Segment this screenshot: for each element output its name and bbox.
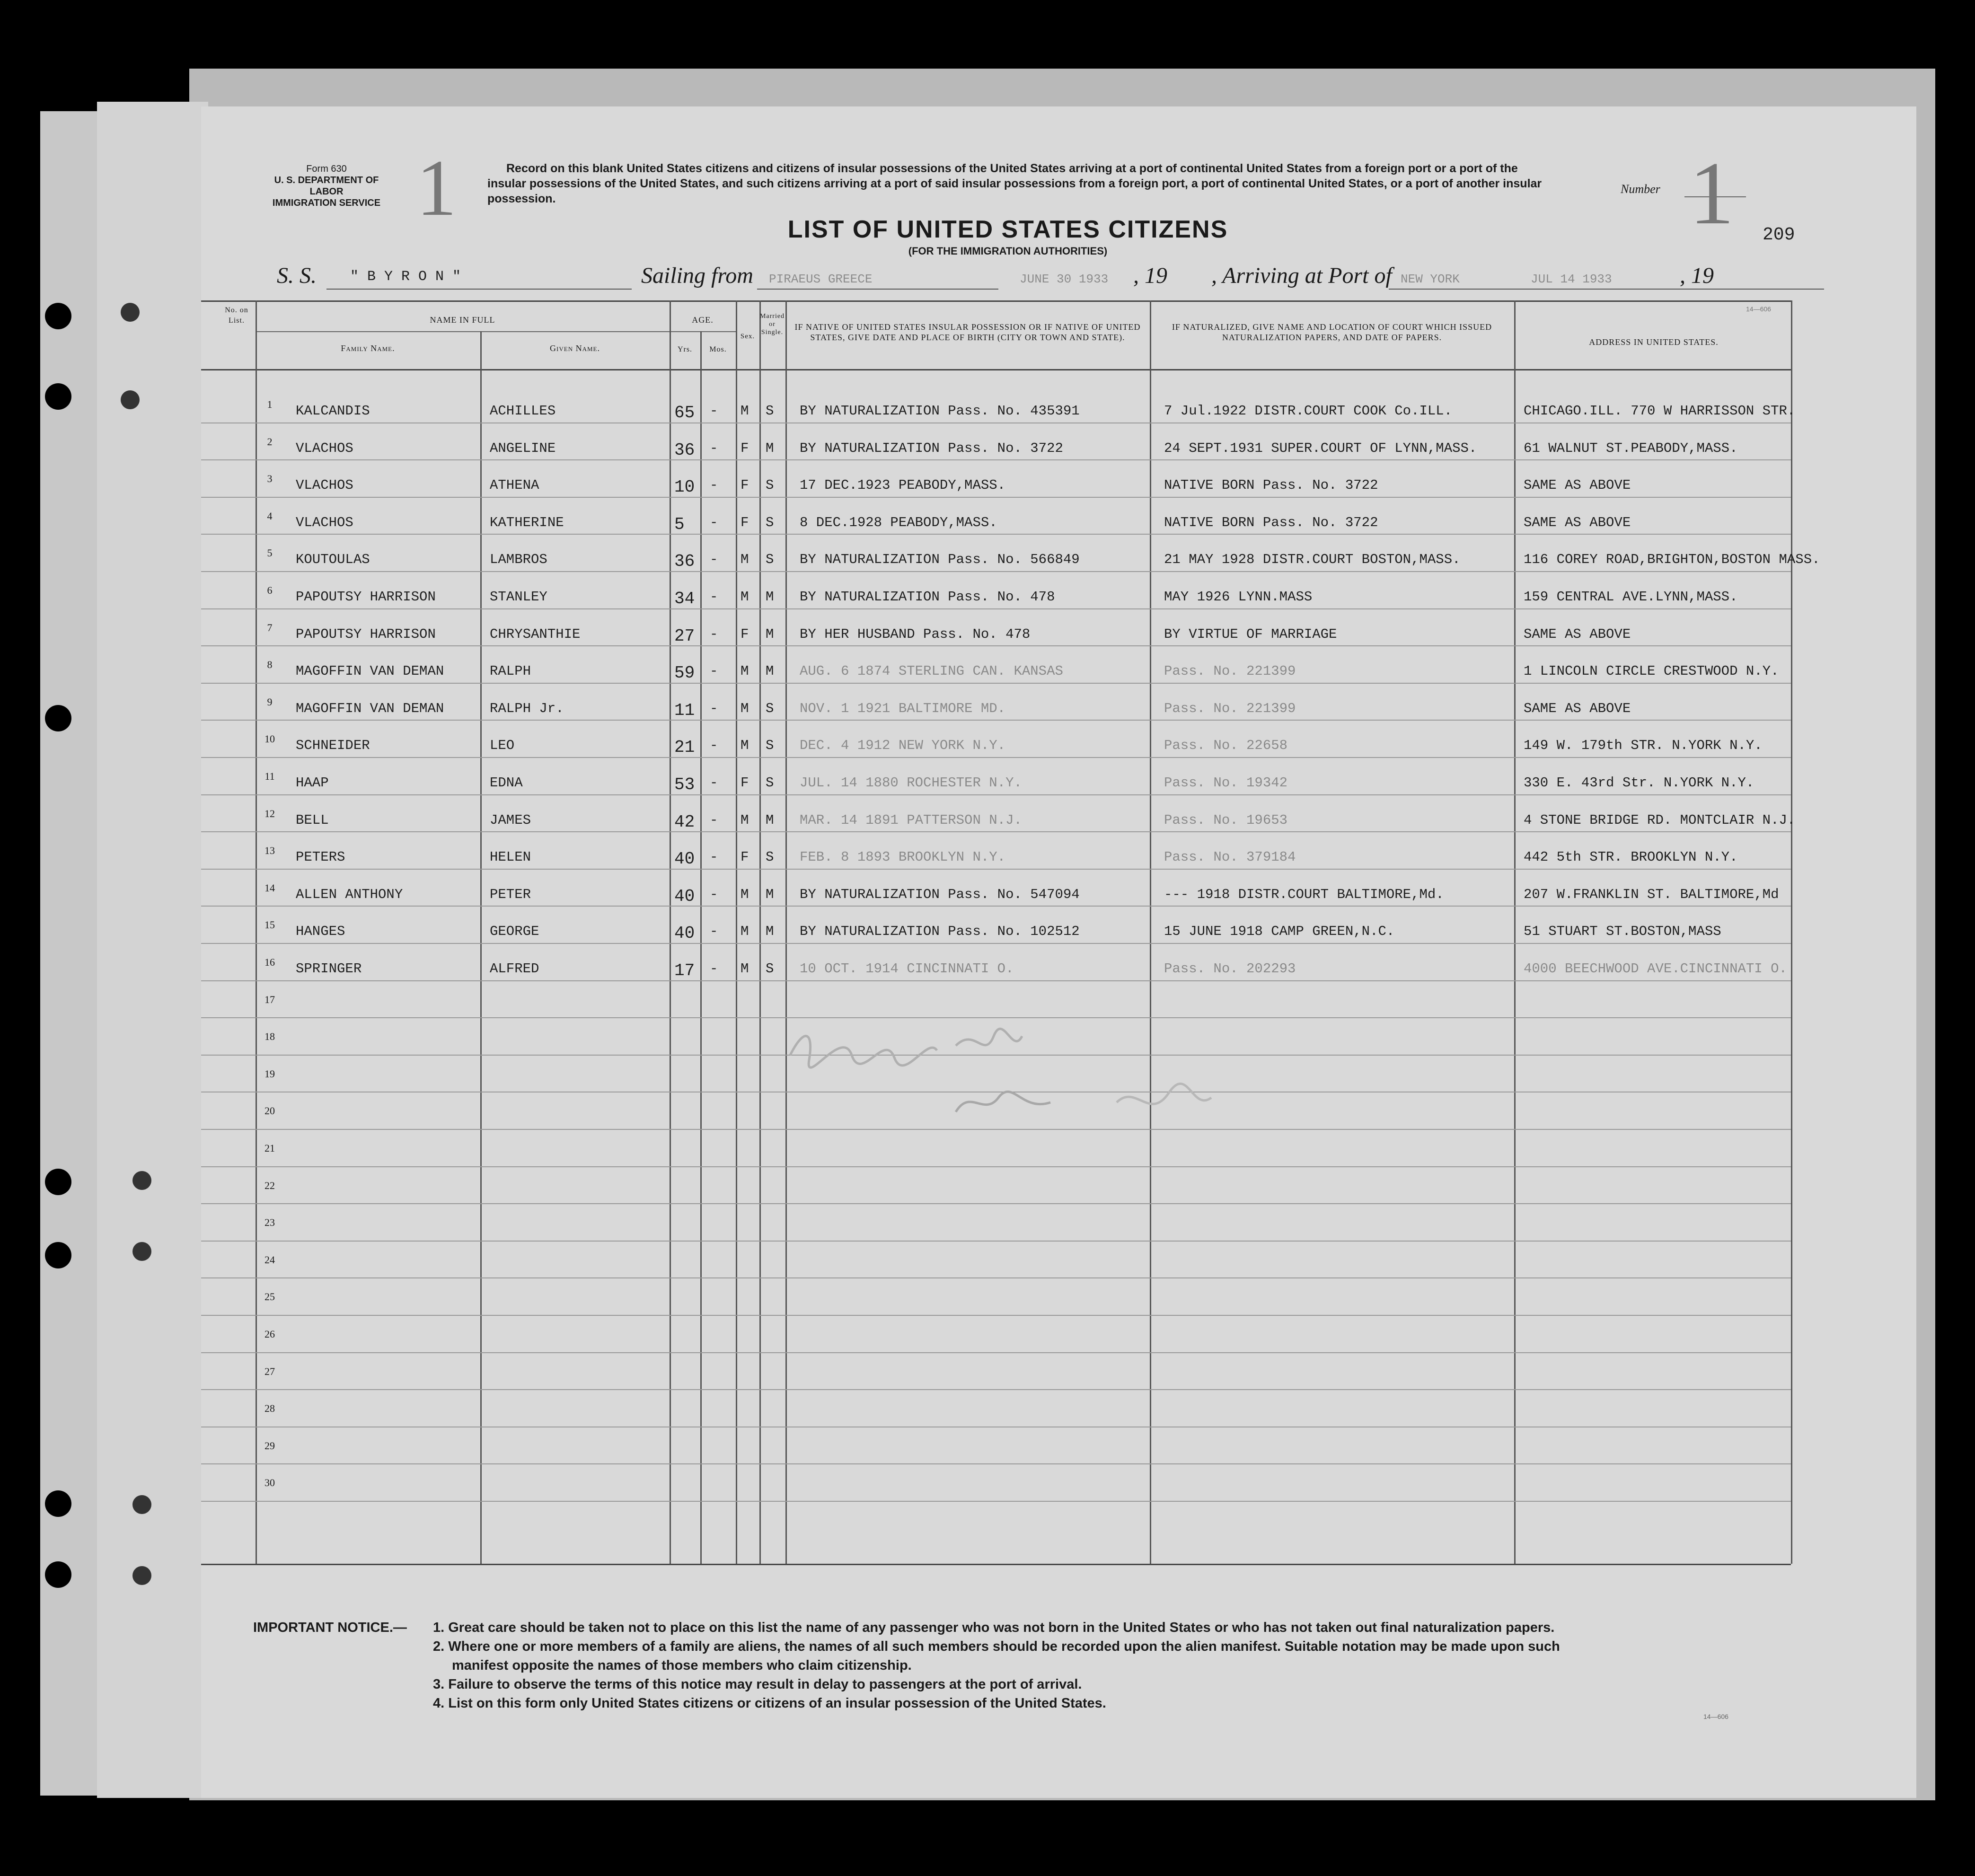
empty-row-number: 20 bbox=[265, 1105, 275, 1117]
birth-place-cell: BY NATURALIZATION Pass. No. 566849 bbox=[800, 552, 1080, 568]
address-cell: 149 W. 179th STR. N.YORK N.Y. bbox=[1524, 738, 1763, 754]
age-years-cell: 34 bbox=[674, 589, 695, 608]
marital-status-cell: S bbox=[766, 477, 774, 493]
header-bottom-border bbox=[201, 369, 1791, 370]
col-header-married: Married or Single. bbox=[759, 313, 785, 336]
age-years-cell: 36 bbox=[674, 440, 695, 460]
marital-status-cell: M bbox=[766, 626, 774, 642]
row-number: 1 bbox=[267, 398, 273, 410]
family-name-cell: VLACHOS bbox=[296, 477, 353, 493]
binder-hole bbox=[45, 383, 71, 410]
row-number: 8 bbox=[267, 659, 273, 671]
address-cell: 4 STONE BRIDGE RD. MONTCLAIR N.J. bbox=[1524, 812, 1796, 828]
column-divider bbox=[1150, 300, 1151, 1564]
marital-status-cell: S bbox=[766, 775, 774, 791]
age-months-cell: - bbox=[710, 626, 718, 642]
birth-place-cell: DEC. 4 1912 NEW YORK N.Y. bbox=[800, 738, 1006, 754]
address-cell: SAME AS ABOVE bbox=[1524, 477, 1631, 493]
row-number: 6 bbox=[267, 584, 273, 596]
notice-item: 3. Failure to observe the terms of this notice may result in delay to passengers at the port of arrival. bbox=[433, 1677, 1082, 1692]
arrival-date: JUL 14 1933 bbox=[1531, 272, 1612, 286]
age-months-cell: - bbox=[710, 849, 718, 865]
naturalization-cell: BY VIRTUE OF MARRIAGE bbox=[1164, 626, 1337, 642]
empty-row-number: 29 bbox=[265, 1439, 275, 1452]
birth-place-cell: BY NATURALIZATION Pass. No. 478 bbox=[800, 589, 1055, 605]
sex-cell: F bbox=[741, 849, 749, 865]
binder-hole bbox=[45, 1490, 71, 1517]
given-name-cell: JAMES bbox=[490, 812, 531, 828]
sex-cell: M bbox=[741, 552, 749, 568]
manifest-sheet bbox=[201, 106, 1916, 1798]
row-rule bbox=[201, 980, 1791, 981]
empty-row-number: 24 bbox=[265, 1253, 275, 1266]
number-label: Number bbox=[1621, 182, 1660, 196]
background-sheet-edge bbox=[40, 111, 106, 1796]
given-name-cell: LEO bbox=[490, 738, 515, 754]
naturalization-cell: Pass. No. 202293 bbox=[1164, 961, 1296, 977]
sex-cell: M bbox=[741, 403, 749, 419]
row-rule bbox=[201, 1203, 1791, 1204]
column-divider bbox=[1514, 300, 1516, 1564]
sex-cell: M bbox=[741, 589, 749, 605]
sex-cell: F bbox=[741, 440, 749, 456]
address-cell: CHICAGO.ILL. 770 W HARRISSON STR. bbox=[1524, 403, 1796, 419]
address-cell: SAME AS ABOVE bbox=[1524, 514, 1631, 530]
age-years-cell: 17 bbox=[674, 961, 695, 980]
row-number: 9 bbox=[267, 696, 273, 708]
row-rule bbox=[201, 1277, 1791, 1278]
age-months-cell: - bbox=[710, 775, 718, 791]
age-years-cell: 40 bbox=[674, 886, 695, 906]
row-rule bbox=[201, 459, 1791, 460]
binder-hole bbox=[45, 1169, 71, 1195]
marital-status-cell: S bbox=[766, 738, 774, 754]
address-cell: 159 CENTRAL AVE.LYNN,MASS. bbox=[1524, 589, 1738, 605]
empty-row-number: 22 bbox=[265, 1179, 275, 1191]
address-cell: 51 STUART ST.BOSTON,MASS bbox=[1524, 924, 1721, 940]
row-rule bbox=[201, 571, 1791, 572]
col-header-naturalized: IF NATURALIZED, GIVE NAME AND LOCATION OF COURT WHICH ISSUED NATURALIZATION PAPERS, AND DATE OF PAPERS. bbox=[1172, 322, 1492, 342]
sailing-label: Sailing from bbox=[641, 263, 753, 288]
age-years-cell: 53 bbox=[674, 775, 695, 794]
row-rule bbox=[201, 1241, 1791, 1242]
row-rule bbox=[201, 794, 1791, 795]
column-divider bbox=[759, 300, 761, 1564]
birth-place-cell: 10 OCT. 1914 CINCINNATI O. bbox=[800, 961, 1014, 977]
family-name-cell: PETERS bbox=[296, 849, 345, 865]
row-rule bbox=[201, 1463, 1791, 1464]
naturalization-cell: Pass. No. 19653 bbox=[1164, 812, 1288, 828]
binder-hole bbox=[45, 705, 71, 731]
page-number: 209 bbox=[1763, 225, 1795, 245]
binder-hole bbox=[45, 303, 71, 329]
form-number: Form 630 bbox=[306, 164, 347, 174]
binder-hole bbox=[45, 1242, 71, 1268]
department: U. S. DEPARTMENT OF LABOR bbox=[274, 175, 379, 197]
age-years-cell: 36 bbox=[674, 552, 695, 572]
col-header-sex: Sex. bbox=[740, 333, 755, 340]
name-header-rule bbox=[256, 331, 691, 332]
row-number: 16 bbox=[265, 956, 275, 968]
empty-row-number: 23 bbox=[265, 1216, 275, 1229]
sex-cell: F bbox=[741, 477, 749, 493]
table-top-border bbox=[201, 300, 1791, 302]
year-suffix-1: , 19 bbox=[1133, 263, 1167, 288]
address-cell: 330 E. 43rd Str. N.YORK N.Y. bbox=[1524, 775, 1755, 791]
empty-row-number: 26 bbox=[265, 1328, 275, 1340]
age-months-cell: - bbox=[710, 924, 718, 940]
row-rule bbox=[201, 645, 1791, 646]
marital-status-cell: S bbox=[766, 552, 774, 568]
service: IMMIGRATION SERVICE bbox=[272, 198, 381, 208]
sex-cell: M bbox=[741, 663, 749, 679]
notice-label: IMPORTANT NOTICE.— bbox=[253, 1620, 407, 1635]
naturalization-cell: Pass. No. 379184 bbox=[1164, 849, 1296, 865]
family-name-cell: KOUTOULAS bbox=[296, 552, 370, 568]
family-name-cell: SPRINGER bbox=[296, 961, 362, 977]
birth-place-cell: BY HER HUSBAND Pass. No. 478 bbox=[800, 626, 1031, 642]
family-name-cell: MAGOFFIN VAN DEMAN bbox=[296, 700, 444, 716]
age-years-cell: 59 bbox=[674, 663, 695, 683]
age-months-cell: - bbox=[710, 886, 718, 902]
age-years-cell: 65 bbox=[674, 403, 695, 423]
row-rule bbox=[201, 906, 1791, 907]
row-rule bbox=[201, 831, 1791, 832]
row-rule bbox=[201, 869, 1791, 870]
sex-cell: F bbox=[741, 514, 749, 530]
marital-status-cell: M bbox=[766, 663, 774, 679]
given-name-cell: KATHERINE bbox=[490, 514, 564, 530]
handwritten-annotation bbox=[785, 1017, 1259, 1140]
row-number: 2 bbox=[267, 435, 273, 448]
empty-row-number: 25 bbox=[265, 1291, 275, 1303]
address-cell: SAME AS ABOVE bbox=[1524, 700, 1631, 716]
address-cell: 4000 BEECHWOOD AVE.CINCINNATI O. bbox=[1524, 961, 1787, 977]
naturalization-cell: 21 MAY 1928 DISTR.COURT BOSTON,MASS. bbox=[1164, 552, 1461, 568]
binder-clip bbox=[121, 390, 140, 409]
sex-cell: F bbox=[741, 775, 749, 791]
table-bottom-border bbox=[201, 1564, 1791, 1565]
naturalization-cell: 15 JUNE 1918 CAMP GREEN,N.C. bbox=[1164, 924, 1395, 940]
row-rule bbox=[201, 1352, 1791, 1353]
marital-status-cell: S bbox=[766, 849, 774, 865]
age-months-cell: - bbox=[710, 477, 718, 493]
family-name-cell: ALLEN ANTHONY bbox=[296, 886, 403, 902]
form-id bbox=[265, 163, 388, 209]
year-suffix-2: , 19 bbox=[1680, 263, 1714, 288]
row-rule bbox=[201, 1389, 1791, 1390]
sailing-port: PIRAEUS GREECE bbox=[769, 272, 873, 286]
row-rule bbox=[201, 534, 1791, 535]
col-header-birth: IF NATIVE OF UNITED STATES INSULAR POSSESSION OR IF NATIVE OF UNITED STATES, GIVE DATE AND PLACE OF BIRTH (CITY OR TOWN AND STATE). bbox=[794, 322, 1141, 342]
printer-code: 14—606 bbox=[1746, 305, 1771, 313]
row-rule bbox=[201, 497, 1791, 498]
age-years-cell: 42 bbox=[674, 812, 695, 832]
naturalization-cell: 24 SEPT.1931 SUPER.COURT OF LYNN,MASS. bbox=[1164, 440, 1477, 456]
empty-row-number: 28 bbox=[265, 1402, 275, 1415]
col-header-no: No. on List. bbox=[225, 306, 248, 325]
naturalization-cell: NATIVE BORN Pass. No. 3722 bbox=[1164, 514, 1378, 530]
row-number: 12 bbox=[265, 807, 275, 819]
row-number: 10 bbox=[265, 733, 275, 745]
naturalization-cell: Pass. No. 221399 bbox=[1164, 663, 1296, 679]
col-header-mos: Mos. bbox=[709, 345, 727, 353]
family-name-cell: VLACHOS bbox=[296, 514, 353, 530]
birth-place-cell: 8 DEC.1928 PEABODY,MASS. bbox=[800, 514, 997, 530]
family-name-cell: HANGES bbox=[296, 924, 345, 940]
empty-row-number: 21 bbox=[265, 1142, 275, 1154]
background-sheet-edge bbox=[97, 102, 208, 1798]
birth-place-cell: BY NATURALIZATION Pass. No. 102512 bbox=[800, 924, 1080, 940]
age-years-cell: 10 bbox=[674, 477, 695, 497]
age-months-cell: - bbox=[710, 403, 718, 419]
age-months-cell: - bbox=[710, 552, 718, 568]
row-number: 15 bbox=[265, 919, 275, 931]
marital-status-cell: M bbox=[766, 812, 774, 828]
ss-label: S. S. bbox=[277, 263, 317, 288]
birth-place-cell: 17 DEC.1923 PEABODY,MASS. bbox=[800, 477, 1006, 493]
number-stamp: 1 bbox=[1689, 144, 1734, 243]
sex-cell: M bbox=[741, 886, 749, 902]
row-rule bbox=[201, 608, 1791, 609]
notice-list bbox=[433, 1618, 1819, 1713]
age-months-cell: - bbox=[710, 440, 718, 456]
sailing-date: JUNE 30 1933 bbox=[1020, 272, 1109, 286]
age-years-cell: 5 bbox=[674, 514, 685, 534]
age-months-cell: - bbox=[710, 514, 718, 530]
age-years-cell: 40 bbox=[674, 924, 695, 943]
address-cell: SAME AS ABOVE bbox=[1524, 626, 1631, 642]
sex-cell: M bbox=[741, 700, 749, 716]
notice-item: manifest opposite the names of those members who claim citizenship. bbox=[452, 1658, 912, 1673]
birth-place-cell: MAR. 14 1891 PATTERSON N.J. bbox=[800, 812, 1022, 828]
naturalization-cell: NATIVE BORN Pass. No. 3722 bbox=[1164, 477, 1378, 493]
given-name-cell: ALFRED bbox=[490, 961, 539, 977]
row-rule bbox=[201, 757, 1791, 758]
row-number: 11 bbox=[265, 770, 275, 782]
family-name-cell: SCHNEIDER bbox=[296, 738, 370, 754]
row-number: 14 bbox=[265, 881, 275, 894]
row-number: 7 bbox=[267, 621, 273, 634]
family-name-cell: MAGOFFIN VAN DEMAN bbox=[296, 663, 444, 679]
row-rule bbox=[201, 1166, 1791, 1167]
notice-code: 14—606 bbox=[1703, 1713, 1728, 1720]
age-header-rule bbox=[670, 331, 736, 332]
family-name-cell: BELL bbox=[296, 812, 329, 828]
row-number: 5 bbox=[267, 547, 273, 559]
marital-status-cell: M bbox=[766, 924, 774, 940]
marital-status-cell: M bbox=[766, 886, 774, 902]
ship-name: " B Y R O N " bbox=[350, 269, 461, 285]
age-months-cell: - bbox=[710, 663, 718, 679]
sex-cell: M bbox=[741, 961, 749, 977]
age-months-cell: - bbox=[710, 738, 718, 754]
naturalization-cell: Pass. No. 22658 bbox=[1164, 738, 1288, 754]
col-header-family: Family Name. bbox=[341, 343, 395, 353]
binder-clip bbox=[132, 1566, 151, 1585]
given-name-cell: STANLEY bbox=[490, 589, 547, 605]
empty-row-number: 30 bbox=[265, 1477, 275, 1489]
binder-clip bbox=[132, 1495, 151, 1514]
marital-status-cell: M bbox=[766, 440, 774, 456]
column-divider bbox=[736, 300, 737, 1564]
birth-place-cell: AUG. 6 1874 STERLING CAN. KANSAS bbox=[800, 663, 1063, 679]
birth-place-cell: BY NATURALIZATION Pass. No. 547094 bbox=[800, 886, 1080, 902]
column-divider bbox=[480, 331, 482, 1564]
column-divider bbox=[670, 300, 671, 1564]
age-years-cell: 40 bbox=[674, 849, 695, 869]
given-name-cell: ANGELINE bbox=[490, 440, 556, 456]
marital-status-cell: S bbox=[766, 961, 774, 977]
sex-cell: F bbox=[741, 626, 749, 642]
given-name-cell: GEORGE bbox=[490, 924, 539, 940]
column-divider bbox=[700, 331, 702, 1564]
empty-row-number: 17 bbox=[265, 993, 275, 1005]
binder-clip bbox=[132, 1171, 151, 1190]
family-name-cell: PAPOUTSY HARRISON bbox=[296, 626, 436, 642]
family-name-cell: VLACHOS bbox=[296, 440, 353, 456]
arrival-port: NEW YORK bbox=[1401, 272, 1460, 286]
row-rule bbox=[201, 1501, 1791, 1502]
marital-status-cell: M bbox=[766, 589, 774, 605]
given-name-cell: CHRYSANTHIE bbox=[490, 626, 581, 642]
col-header-given: Given Name. bbox=[550, 343, 600, 353]
address-cell: 442 5th STR. BROOKLYN N.Y. bbox=[1524, 849, 1738, 865]
arriving-label: , Arriving at Port of bbox=[1211, 263, 1392, 288]
given-name-cell: LAMBROS bbox=[490, 552, 547, 568]
form-instructions: Record on this blank United States citizens and citizens of insular possessions of the United States arriving at a port of continental United States from a foreign port or a port of the insular possessions of the United States, and such citizens arriving at a port of said insular possessions from a foreign port, a port of continental United States, or a port of another insular possession. bbox=[487, 162, 1542, 205]
address-cell: 207 W.FRANKLIN ST. BALTIMORE,Md bbox=[1524, 886, 1779, 902]
birth-place-cell: BY NATURALIZATION Pass. No. 3722 bbox=[800, 440, 1063, 456]
naturalization-cell: MAY 1926 LYNN.MASS bbox=[1164, 589, 1313, 605]
col-header-age: AGE. bbox=[692, 315, 714, 325]
age-months-cell: - bbox=[710, 700, 718, 716]
notice-item: 1. Great care should be taken not to place on this list the name of any passenger who was not born in the United States or who has not taken out final naturalization papers. bbox=[433, 1620, 1555, 1635]
age-months-cell: - bbox=[710, 961, 718, 977]
sailing-blank-line bbox=[757, 289, 998, 290]
column-divider bbox=[1791, 300, 1792, 1564]
naturalization-cell: --- 1918 DISTR.COURT BALTIMORE,Md. bbox=[1164, 886, 1444, 902]
given-name-cell: RALPH Jr. bbox=[490, 700, 564, 716]
row-rule bbox=[201, 683, 1791, 684]
marital-status-cell: S bbox=[766, 403, 774, 419]
birth-place-cell: NOV. 1 1921 BALTIMORE MD. bbox=[800, 700, 1006, 716]
document-subtitle: (FOR THE IMMIGRATION AUTHORITIES) bbox=[908, 245, 1108, 257]
notice-item: 2. Where one or more members of a family are aliens, the names of all such members should be recorded upon the alien manifest. Suitable notation may be made upon such bbox=[433, 1639, 1560, 1654]
binder-hole bbox=[45, 1561, 71, 1588]
binder-clip bbox=[132, 1242, 151, 1261]
list-number-stamp: 1 bbox=[416, 143, 457, 232]
document-title: LIST OF UNITED STATES CITIZENS bbox=[787, 216, 1228, 243]
row-rule bbox=[201, 943, 1791, 944]
sex-cell: M bbox=[741, 738, 749, 754]
marital-status-cell: S bbox=[766, 514, 774, 530]
marital-status-cell: S bbox=[766, 700, 774, 716]
empty-row-number: 18 bbox=[265, 1030, 275, 1043]
col-header-yrs: Yrs. bbox=[677, 345, 693, 353]
binder-clip bbox=[121, 303, 140, 322]
row-number: 3 bbox=[267, 473, 273, 485]
sex-cell: M bbox=[741, 924, 749, 940]
age-years-cell: 11 bbox=[674, 700, 695, 720]
row-rule bbox=[201, 1315, 1791, 1316]
naturalization-cell: Pass. No. 19342 bbox=[1164, 775, 1288, 791]
age-months-cell: - bbox=[710, 812, 718, 828]
naturalization-cell: 7 Jul.1922 DISTR.COURT COOK Co.ILL. bbox=[1164, 403, 1453, 419]
given-name-cell: RALPH bbox=[490, 663, 531, 679]
row-number: 4 bbox=[267, 510, 273, 522]
age-months-cell: - bbox=[710, 589, 718, 605]
age-years-cell: 21 bbox=[674, 738, 695, 757]
arrival-blank-line bbox=[1389, 289, 1824, 290]
birth-place-cell: JUL. 14 1880 ROCHESTER N.Y. bbox=[800, 775, 1022, 791]
notice-item: 4. List on this form only United States citizens or citizens of an insular possession of the United States. bbox=[433, 1696, 1106, 1711]
given-name-cell: ACHILLES bbox=[490, 403, 556, 419]
given-name-cell: ATHENA bbox=[490, 477, 539, 493]
age-years-cell: 27 bbox=[674, 626, 695, 646]
empty-row-number: 19 bbox=[265, 1067, 275, 1080]
given-name-cell: EDNA bbox=[490, 775, 523, 791]
col-header-address: ADDRESS IN UNITED STATES. bbox=[1589, 337, 1719, 347]
ship-blank-line bbox=[326, 289, 632, 290]
family-name-cell: HAAP bbox=[296, 775, 329, 791]
address-cell: 116 COREY ROAD,BRIGHTON,BOSTON MASS. bbox=[1524, 552, 1820, 568]
row-number: 13 bbox=[265, 845, 275, 857]
sex-cell: M bbox=[741, 812, 749, 828]
col-header-name: NAME IN FULL bbox=[430, 315, 495, 325]
naturalization-cell: Pass. No. 221399 bbox=[1164, 700, 1296, 716]
family-name-cell: KALCANDIS bbox=[296, 403, 370, 419]
birth-place-cell: FEB. 8 1893 BROOKLYN N.Y. bbox=[800, 849, 1006, 865]
column-divider bbox=[785, 300, 787, 1564]
given-name-cell: PETER bbox=[490, 886, 531, 902]
given-name-cell: HELEN bbox=[490, 849, 531, 865]
empty-row-number: 27 bbox=[265, 1365, 275, 1377]
family-name-cell: PAPOUTSY HARRISON bbox=[296, 589, 436, 605]
row-rule bbox=[201, 720, 1791, 721]
address-cell: 61 WALNUT ST.PEABODY,MASS. bbox=[1524, 440, 1738, 456]
address-cell: 1 LINCOLN CIRCLE CRESTWOOD N.Y. bbox=[1524, 663, 1779, 679]
birth-place-cell: BY NATURALIZATION Pass. No. 435391 bbox=[800, 403, 1080, 419]
